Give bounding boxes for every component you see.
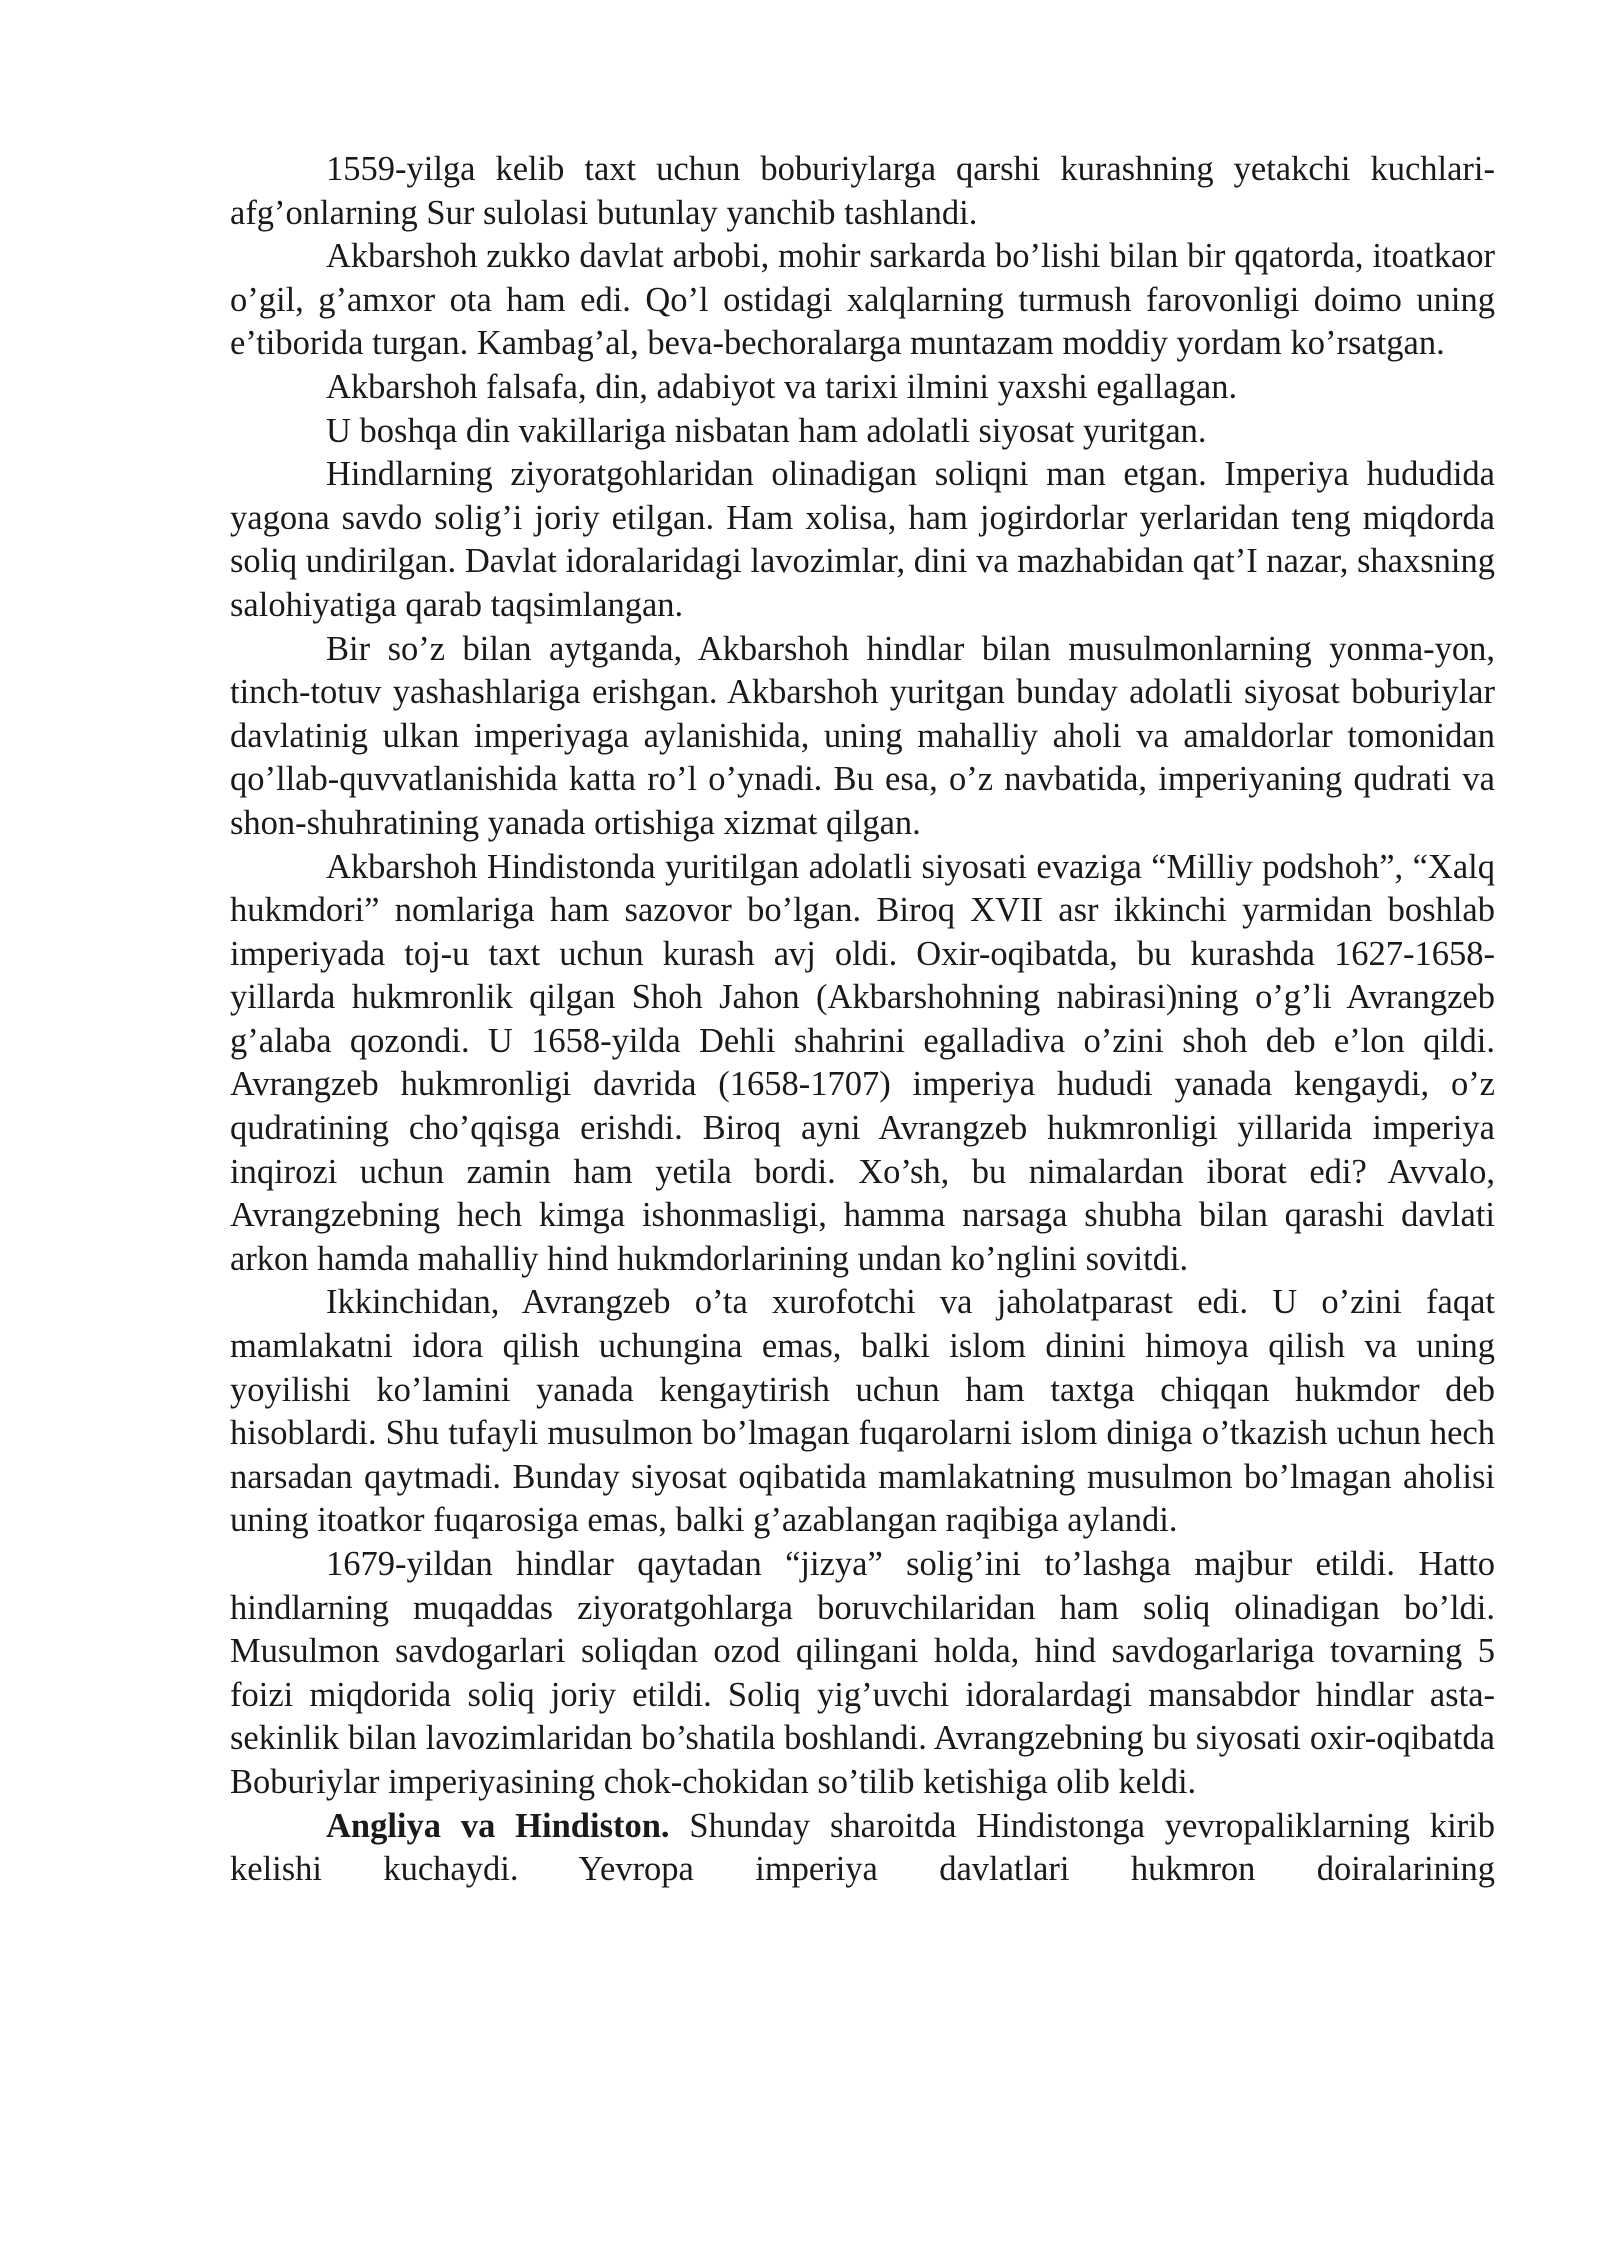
paragraph-5: Hindlarning ziyoratgohlaridan olinadigan soliqni man etgan. Imperiya hududida yagona savdo solig’i joriy etilgan. Ham xolisa, ham jogirdorlar yerlaridan teng miqdorda soliq undirilgan. Davlat idoralaridagi lavozimlar, dini va mazhabidan qat’I nazar, shaxsning salohiyatiga qarab taqsimlangan. — [230, 455, 1495, 624]
section-heading-inline: Angliya va Hindiston. — [326, 1806, 670, 1845]
document-page — [230, 148, 1495, 1892]
paragraph-1: 1559-yilga kelib taxt uchun boburiylarga qarshi kurashning yetakchi kuchlari-afg’onlarning Sur sulolasi butunlay yanchib tashlandi. — [230, 150, 1495, 232]
paragraph-3: Akbarshoh falsafa, din, adabiyot va tarixi ilmini yaxshi egallagan. — [326, 367, 1238, 406]
paragraph-10-text: Shunday sharoitda Hindistonga yevropaliklarning kirib kelishi kuchaydi. Yevropa imperiya davlatlari hukmron doiralarining — [230, 1806, 1495, 1889]
paragraph-4: U boshqa din vakillariga nisbatan ham adolatli siyosat yuritgan. — [326, 411, 1207, 450]
paragraph-6: Bir so’z bilan aytganda, Akbarshoh hindlar bilan musulmonlarning yonma-yon, tinch-totuv yashashlariga erishgan. Akbarshoh yuritgan bunday adolatli siyosat boburiylar davlatinig ulkan imperiyaga aylanishida, uning mahalliy aholi va amaldorlar tomonidan qo’llab-quvvatlanishida katta ro’l o’ynadi. Bu esa, o’z navbatida, imperiyaning qudrati va shon-shuhratining yanada ortishiga xizmat qilgan. — [230, 629, 1495, 842]
paragraph-10 — [230, 1805, 1495, 1892]
paragraph-9: 1679-yildan hindlar qaytadan “jizya” solig’ini to’lashga majbur etildi. Hatto hindlarning muqaddas ziyoratgohlarga boruvchilaridan ham soliq olinadigan bo’ldi. Musulmon savdogarlari soliqdan ozod qilingani holda, hind savdogarlariga tovarning 5 foizi miqdorida soliq joriy etildi. Soliq yig’uvchi idoralardagi mansabdor hindlar asta-sekinlik bilan lavozimlaridan bo’shatila boshlandi. Avrangzebning bu siyosati oxir-oqibatda Boburiylar imperiyasining chok-chokidan so’tilib ketishiga olib keldi. — [230, 1545, 1495, 1801]
paragraph-2: Akbarshoh zukko davlat arbobi, mohir sarkarda bo’lishi bilan bir qqatorda, itoatkaor o’gil, g’amxor ota ham edi. Qo’l ostidagi xalqlarning turmush farovonligi doimo uning e’tiborida turgan. Kambag’al, beva-bechoralarga muntazam moddiy yordam ko’rsatgan. — [230, 237, 1495, 363]
paragraph-8: Ikkinchidan, Avrangzeb o’ta xurofotchi va jaholatparast edi. U o’zini faqat mamlakatni idora qilish uchungina emas, balki islom dinini himoya qilish va uning yoyilishi ko’lamini yanada kengaytirish uchun ham taxtga chiqqan hukmdor deb hisoblardi. Shu tufayli musulmon bo’lmagan fuqarolarni islom diniga o’tkazish uchun hech narsadan qaytmadi. Bunday siyosat oqibatida mamlakatning musulmon bo’lmagan aholisi uning itoatkor fuqarosiga emas, balki g’azablangan raqibiga aylandi. — [230, 1283, 1495, 1540]
paragraph-7: Akbarshoh Hindistonda yuritilgan adolatli siyosati evaziga “Milliy podshoh”, “Xalq hukmdori” nomlariga ham sazovor bo’lgan. Biroq XVII asr ikkinchi yarmidan boshlab imperiyada toj-u taxt uchun kurash avj oldi. Oxir-oqibatda, bu kurashda 1627-1658-yillarda hukmronlik qilgan Shoh Jahon (Akbarshohning nabirasi)ning o’g’li Avrangzeb g’alaba qozondi. U 1658-yilda Dehli shahrini egalladiva o’zini shoh deb e’lon qildi. Avrangzeb hukmronligi davrida (1658-1707) imperiya hududi yanada kengaydi, o’z qudratining cho’qqisga erishdi. Biroq ayni Avrangzeb hukmronligi yillarida imperiya inqirozi uchun zamin ham yetila bordi. Xo’sh, bu nimalardan iborat edi? Avvalo, Avrangzebning hech kimga ishonmasligi, hamma narsaga shubha bilan qarashi davlati arkon hamda mahalliy hind hukmdorlarining undan ko’nglini sovitdi. — [230, 847, 1495, 1278]
